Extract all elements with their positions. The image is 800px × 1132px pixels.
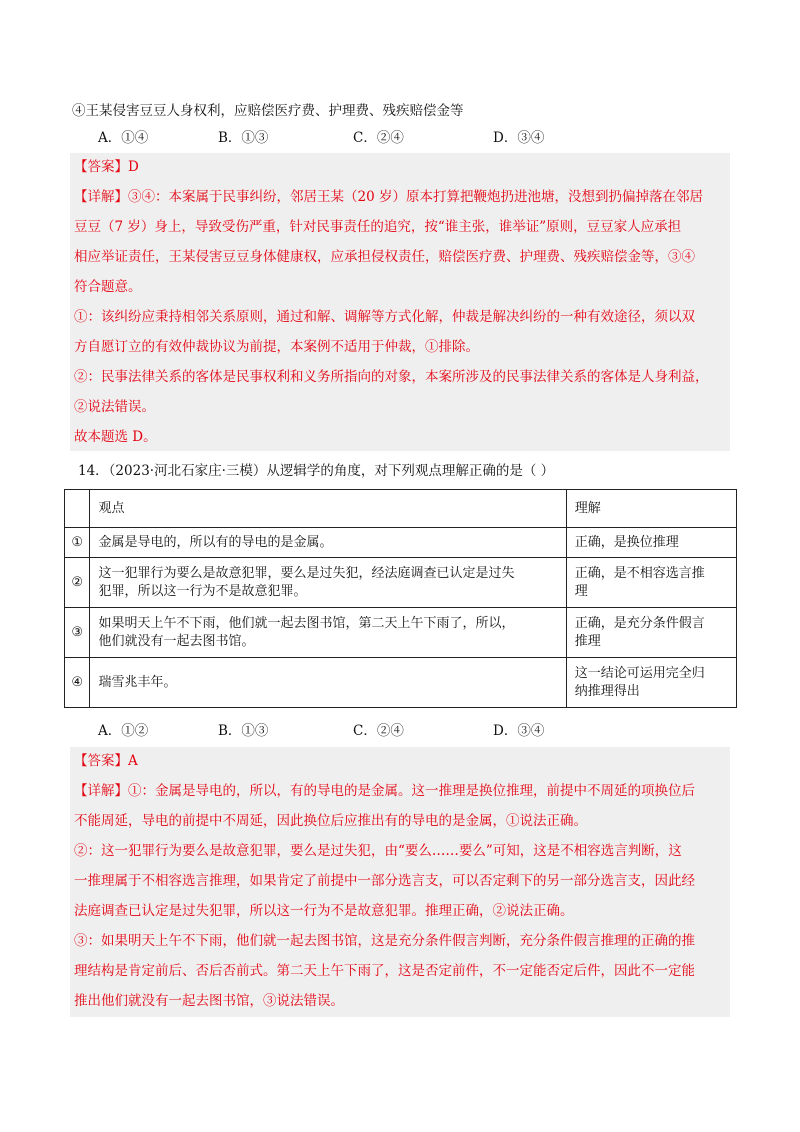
understanding-text: 这一结论可运用完全归 bbox=[574, 665, 705, 681]
understanding-text: 正确，是换位推理 bbox=[574, 534, 679, 550]
view-cell bbox=[90, 658, 566, 708]
table-header-cell: 理解 bbox=[566, 490, 736, 528]
answer-label: 【答案】A bbox=[74, 753, 138, 769]
table-row bbox=[65, 658, 737, 708]
understanding-cell bbox=[566, 658, 736, 708]
detail-line: ③：如果明天上午不下雨，他们就一起去图书馆，这是充分条件假言判断，充分条件假言推理的正确的推 bbox=[74, 933, 695, 949]
table-header-cell: 观点 bbox=[90, 490, 566, 528]
option-a: A．①④ bbox=[98, 130, 149, 146]
detail-line: 符合题意。 bbox=[74, 279, 142, 295]
detail-line: 理结构是肯定前后、否后否前式。第二天上午下雨了，这是否定前件，不一定能否定后件，因此不一定能 bbox=[74, 963, 695, 979]
view-text: 如果明天上午不下雨，他们就一起去图书馆，第二天上午下雨了，所以， bbox=[98, 615, 515, 631]
detail-line: ②说法错误。 bbox=[74, 399, 155, 415]
row-number: ③ bbox=[65, 608, 90, 658]
logic-table bbox=[64, 489, 737, 708]
view-cell bbox=[90, 528, 566, 558]
detail-line: 方自愿订立的有效仲裁协议为前提，本案例不适用于仲裁，①排除。 bbox=[74, 339, 479, 355]
detail-line: 推出他们就没有一起去图书馆，③说法错误。 bbox=[74, 993, 344, 1009]
detail-line: ①：该纠纷应秉持相邻关系原则，通过和解、调解等方式化解，仲裁是解决纠纷的一种有效途径，须以双 bbox=[74, 309, 695, 325]
table-header-row bbox=[65, 490, 737, 528]
answer-label: 【答案】D bbox=[74, 159, 139, 175]
understanding-text: 正确，是充分条件假言 bbox=[574, 615, 705, 631]
view-text: 他们就没有一起去图书馆。 bbox=[98, 633, 255, 649]
detail-line: 故本题选 D。 bbox=[74, 429, 157, 445]
understanding-text: 推理 bbox=[574, 633, 601, 649]
view-cell bbox=[90, 558, 566, 608]
table-row bbox=[65, 528, 737, 558]
detail-line: 【详解】①：金属是导电的，所以，有的导电的是金属。这一推理是换位推理，前提中不周延的项换位后 bbox=[74, 783, 695, 799]
view-cell bbox=[90, 608, 566, 658]
detail-line: 豆豆（7 岁）身上，导致受伤严重，针对民事责任的追究，按“谁主张，谁举证”原则，豆豆家人应承担 bbox=[74, 219, 682, 235]
option-d: D．③④ bbox=[493, 723, 545, 739]
row-number: ① bbox=[65, 528, 90, 558]
statement-4: ④王某侵害豆豆人身权利，应赔偿医疗费、护理费、残疾赔偿金等 bbox=[72, 103, 464, 119]
understanding-cell bbox=[566, 558, 736, 608]
understanding-text: 纳推理得出 bbox=[574, 683, 640, 699]
understanding-cell bbox=[566, 608, 736, 658]
view-text: 这一犯罪行为要么是故意犯罪，要么是过失犯，经法庭调查已认定是过失 bbox=[98, 565, 515, 581]
table-row bbox=[65, 608, 737, 658]
detail-line: 一推理属于不相容选言推理，如果肯定了前提中一部分选言支，可以否定剩下的另一部分选言支，因此经 bbox=[74, 873, 695, 889]
table-row bbox=[65, 558, 737, 608]
understanding-text: 正确，是不相容选言推 bbox=[574, 565, 705, 581]
option-a: A．①② bbox=[98, 723, 149, 739]
detail-line: 相应举证责任，王某侵害豆豆身体健康权，应承担侵权责任，赔偿医疗费、护理费、残疾赔偿金等，③④ bbox=[74, 249, 695, 265]
row-number: ② bbox=[65, 558, 90, 608]
option-d: D．③④ bbox=[493, 130, 545, 146]
question-stem: 14．（2023·河北石家庄·三模）从逻辑学的角度，对下列观点理解正确的是（ ） bbox=[78, 463, 555, 479]
option-c: C．②④ bbox=[353, 723, 404, 739]
view-text: 犯罪，所以这一行为不是故意犯罪。 bbox=[98, 583, 307, 599]
detail-line: 不能周延，导电的前提中不周延，因此换位后应推出有的导电的是金属，①说法正确。 bbox=[74, 813, 587, 829]
detail-line: ②：这一犯罪行为要么是故意犯罪，要么是过失犯，由“要么……要么”可知，这是不相容选言判断，这 bbox=[74, 843, 682, 859]
option-c: C．②④ bbox=[353, 130, 404, 146]
row-number: ④ bbox=[65, 658, 90, 708]
view-text: 瑞雪兆丰年。 bbox=[98, 674, 177, 690]
option-b: B．①③ bbox=[218, 130, 269, 146]
understanding-cell bbox=[566, 528, 736, 558]
detail-line: 法庭调查已认定是过失犯罪，所以这一行为不是故意犯罪。推理正确，②说法正确。 bbox=[74, 903, 574, 919]
table-header-cell bbox=[65, 490, 90, 528]
understanding-text: 理 bbox=[574, 583, 588, 599]
view-text: 金属是导电的，所以有的导电的是金属。 bbox=[98, 534, 333, 550]
option-b: B．①③ bbox=[218, 723, 269, 739]
detail-line: 【详解】③④：本案属于民事纠纷，邻居王某（20 岁）原本打算把鞭炮扔进池塘，没想到扔偏掉落在邻居 bbox=[74, 189, 703, 205]
q14-answer-block bbox=[70, 747, 730, 1017]
detail-line: ②：民事法律关系的客体是民事权利和义务所指向的对象，本案所涉及的民事法律关系的客体是人身利益， bbox=[74, 369, 709, 385]
q13-answer-block bbox=[70, 153, 730, 451]
